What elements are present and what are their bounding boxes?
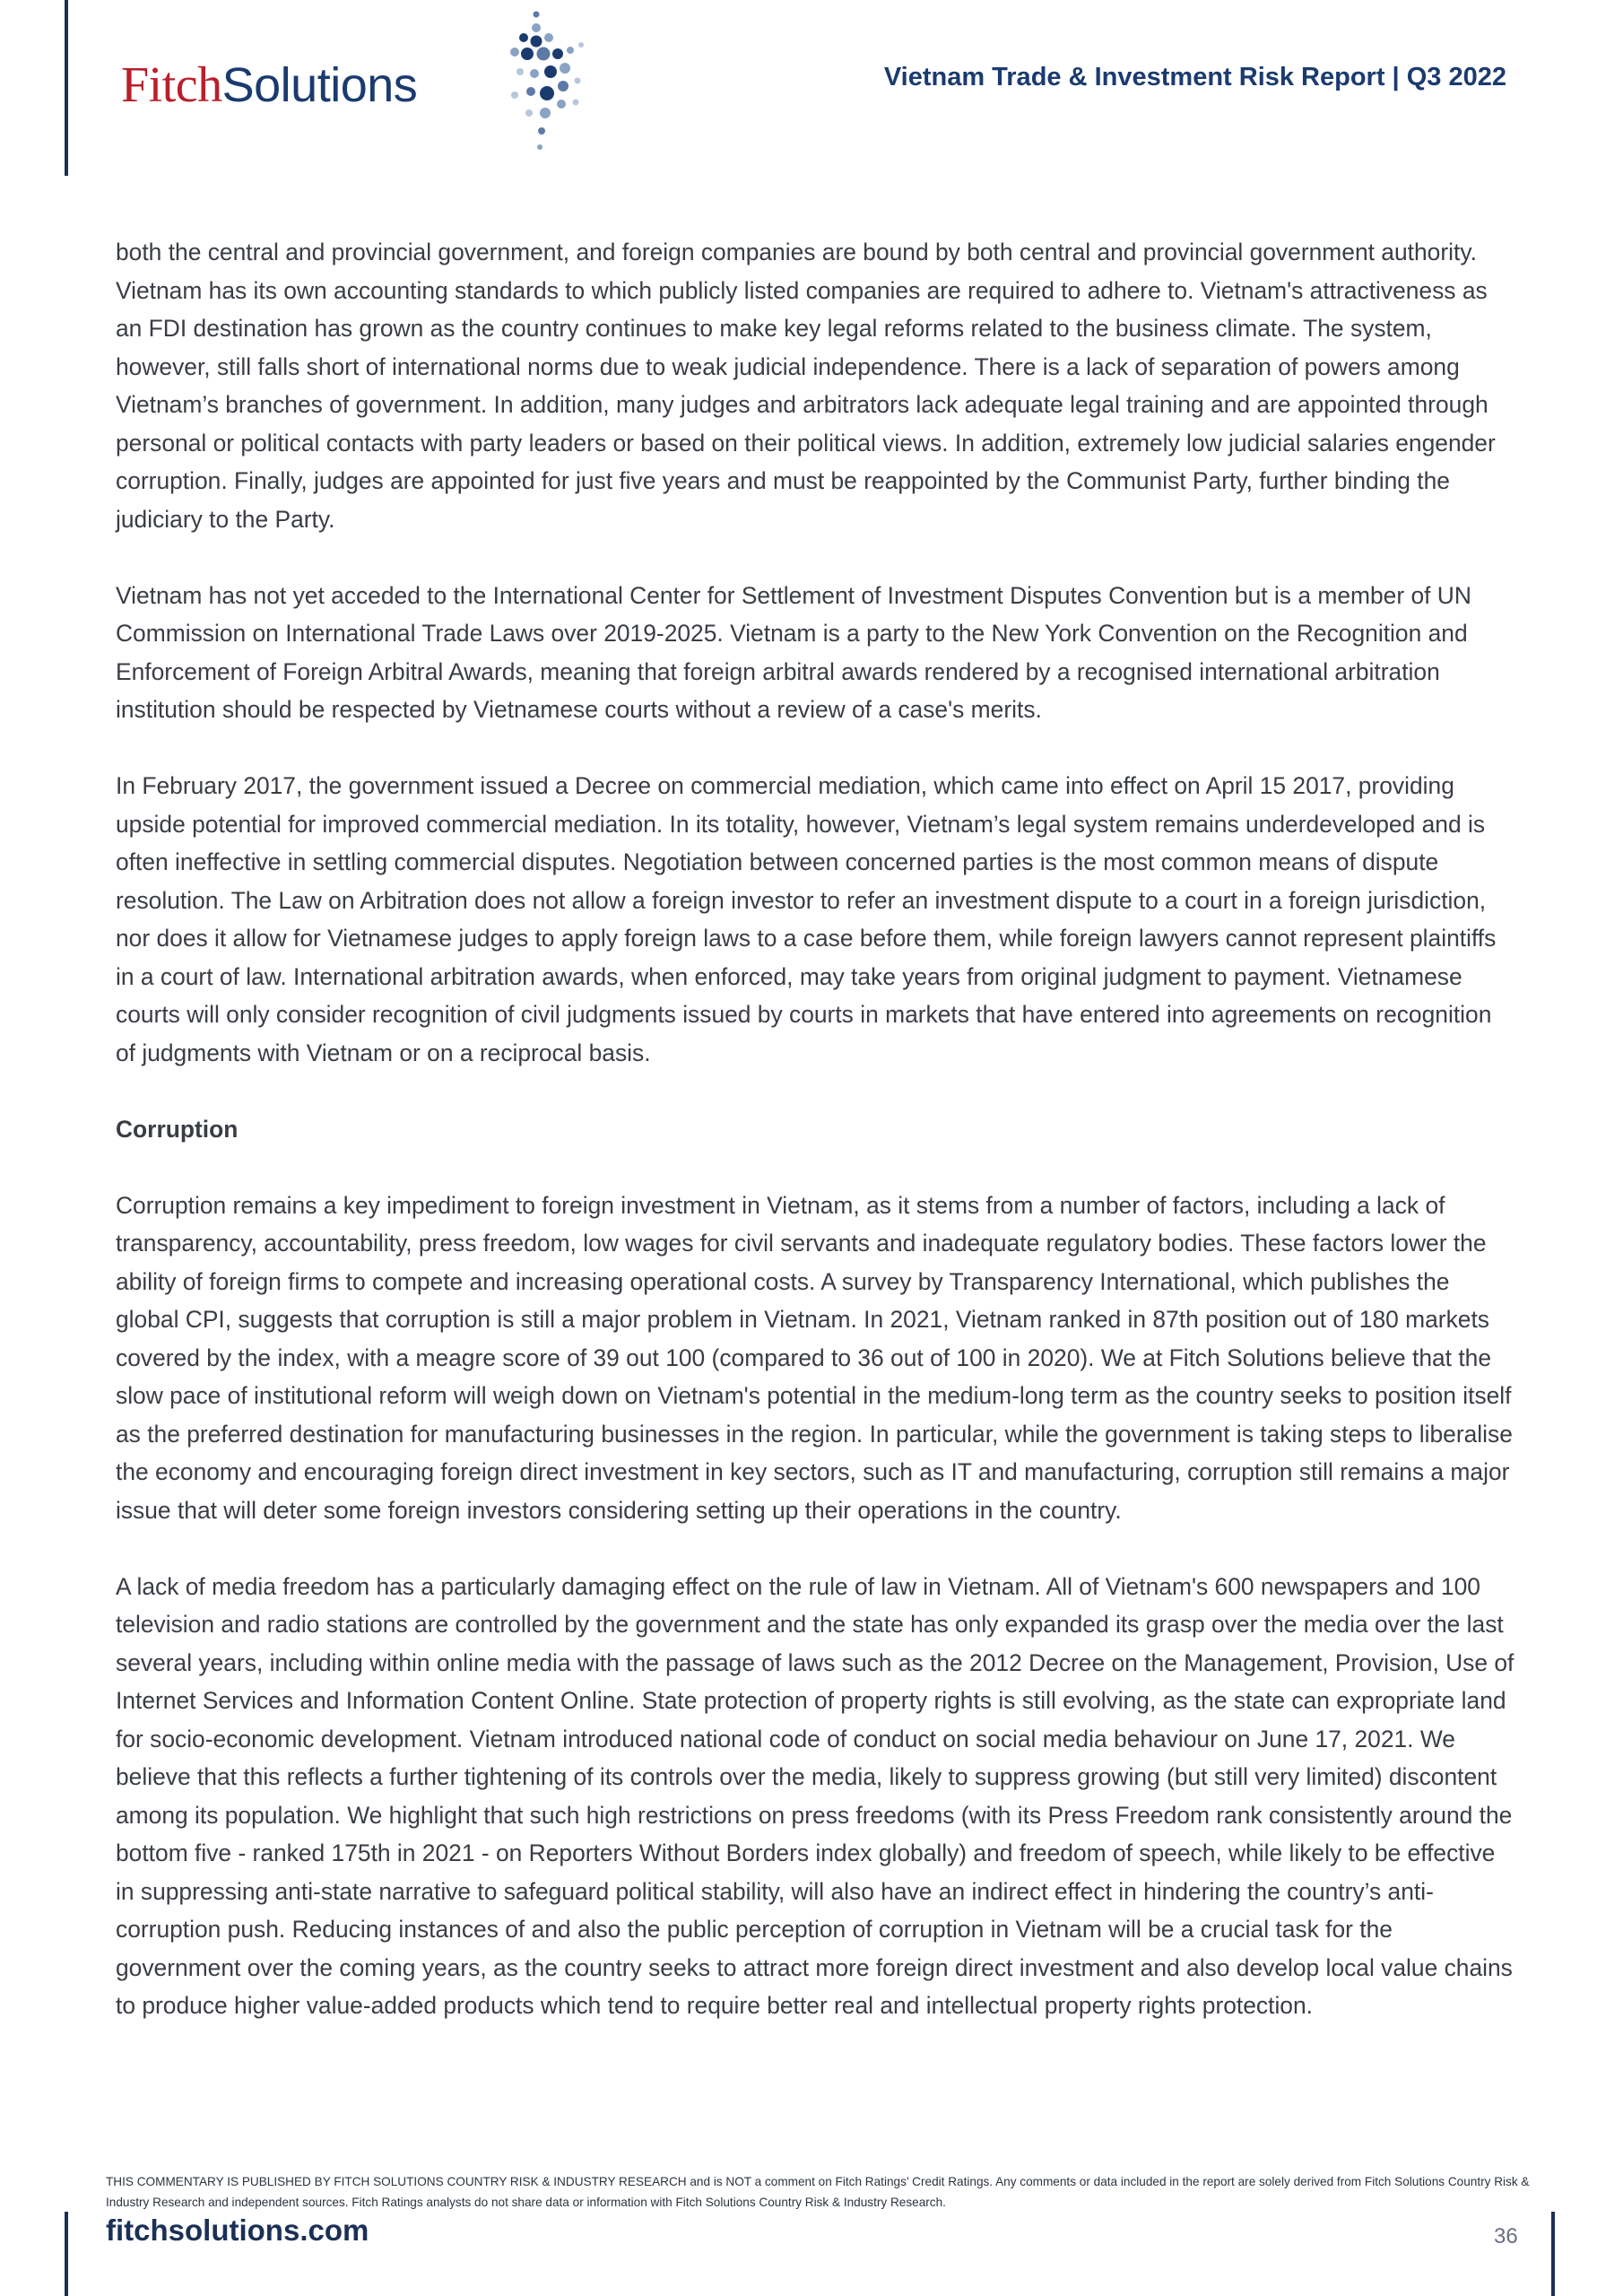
left-rule-top bbox=[65, 0, 68, 176]
footer-disclaimer: THIS COMMENTARY IS PUBLISHED BY FITCH SOLUTIONS COUNTRY RISK & INDUSTRY RESEARCH and is NOT a comment on Fitch Ratings’ Credit Ratings. Any comments or data included in the report are solely derived from Fitch Solutions Country Risk & Industry Research and independent sources. Fitch Ratings analysts do not share data or information with Fitch Solutions Country Risk & Industry Research. bbox=[106, 2175, 1530, 2209]
paragraph-arbitration-conventions: Vietnam has not yet acceded to the International Center for Settlement of Investment Disputes Convention but is a member of UN Commission on International Trade Laws over 2019-2025. Vietnam is a party to the New York Convention on the Recognition and Enforcement of Foreign Arbitral Awards, meaning that foreign arbitral awards rendered by a recognised international arbitration institution should be respected by Vietnamese courts without a review of a case's merits. bbox=[116, 581, 1471, 723]
page-number: 36 bbox=[1494, 2224, 1518, 2248]
footer-site-link[interactable]: fitchsolutions.com bbox=[106, 2213, 369, 2247]
paragraph-commercial-mediation: In February 2017, the government issued a Decree on commercial mediation, which came into effect on April 15 2017, providing upside potential for improved commercial mediation. In its totality, however, Vietnam’s legal system remains underdeveloped and is often ineffective in settling commercial disputes. Negotiation between concerned parties is the most common means of dispute resolution. The Law on Arbitration does not allow a foreign investor to refer an investment dispute to a court in a foreign jurisdiction, nor does it allow for Vietnamese judges to apply foreign laws to a case before them, while foreign lawyers cannot represent plaintiffs in a court of law. International arbitration awards, when enforced, may take years from original judgment to payment. Vietnamese courts will only consider recognition of civil judgments issued by courts in markets that have entered into agreements on recognition of judgments with Vietnam or on a reciprocal basis. bbox=[116, 772, 1497, 1066]
fitch-solutions-logo bbox=[121, 49, 417, 130]
logo-dots-icon bbox=[493, 9, 610, 170]
document-body bbox=[116, 233, 1515, 2063]
left-rule-bottom bbox=[65, 2212, 68, 2296]
logo-fitch-text: Fitch bbox=[121, 57, 222, 113]
report-title: Vietnam Trade & Investment Risk Report | Q3 2022 bbox=[883, 63, 1506, 91]
logo-solutions-text: Solutions bbox=[221, 58, 418, 112]
right-rule-bottom bbox=[1551, 2212, 1555, 2296]
paragraph-judicial-system: both the central and provincial government, and foreign companies are bound by both central and provincial government authority. Vietnam has its own accounting standards to which publicly listed companies are required to adhere to. Vietnam's attractiveness as an FDI destination has grown as the country continues to make key legal reforms related to the business climate. The system, however, still falls short of international norms due to weak judicial independence. There is a lack of separation of powers among Vietnam’s branches of government. In addition, many judges and arbitrators lack adequate legal training and are appointed through personal or political contacts with party leaders or based on their political views. In addition, extremely low judicial salaries engender corruption. Finally, judges are appointed for just five years and must be reappointed by the Communist Party, further binding the judiciary to the Party. bbox=[116, 239, 1496, 533]
paragraph-media-freedom: A lack of media freedom has a particularly damaging effect on the rule of law in Vietnam. All of Vietnam's 600 newspapers and 100 television and radio stations are controlled by the government and the state has only expanded its grasp over the media over the last several years, including within online media with the passage of laws such as the 2012 Decree on the Management, Provision, Use of Internet Services and Information Content Online. State protection of property rights is still evolving, as the state can expropriate land for socio-economic development. Vietnam introduced national code of conduct on social media behaviour on June 17, 2021. We believe that this reflects a further tightening of its controls over the media, likely to suppress growing (but still very limited) discontent among its population. We highlight that such high restrictions on press freedoms (with its Press Freedom rank consistently around the bottom five - ranked 175th in 2021 - on Reporters Without Borders index globally) and freedom of speech, while likely to be effective in suppressing anti-state narrative to safeguard political stability, will also have an indirect effect in hindering the country’s anti-corruption push. Reducing instances of and also the public perception of corruption in Vietnam will be a crucial task for the government over the coming years, as the country seeks to attract more foreign direct investment and also develop local value chains to produce higher value-added products which tend to require better real and intellectual property rights protection. bbox=[116, 1572, 1515, 2019]
paragraph-corruption: Corruption remains a key impediment to foreign investment in Vietnam, as it stems from a number of factors, including a lack of transparency, accountability, press freedom, low wages for civil servants and inadequate regulatory bodies. These factors lower the ability of foreign firms to compete and increasing operational costs. A survey by Transparency International, which publishes the global CPI, suggests that corruption is still a major problem in Vietnam. In 2021, Vietnam ranked in 87th position out of 180 markets covered by the index, with a meagre score of 39 out 100 (compared to 36 out of 100 in 2020). We at Fitch Solutions believe that the slow pace of institutional reform will weigh down on Vietnam's potential in the medium-long term as the country seeks to position itself as the preferred destination for manufacturing businesses in the region. In particular, while the government is taking steps to liberalise the economy and encouraging foreign direct investment in key sectors, such as IT and manufacturing, corruption still remains a major issue that will deter some foreign investors considering setting up their operations in the country. bbox=[116, 1191, 1513, 1524]
section-heading-corruption: Corruption bbox=[116, 1115, 239, 1143]
